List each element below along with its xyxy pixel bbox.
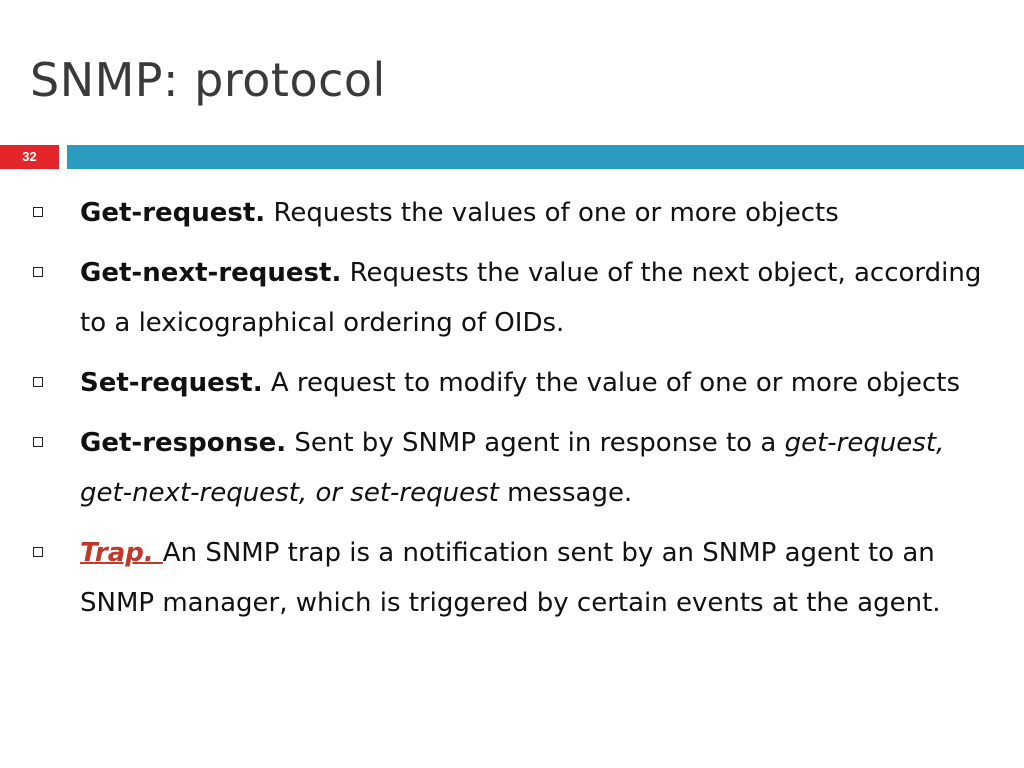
bullet-item-set-request (0, 358, 1024, 408)
bullet-text: Requests the value of the next object, according to a lexicographical ordering of OIDs. (80, 258, 982, 338)
bullet-list (0, 188, 1024, 638)
title-rule-bar (67, 145, 1024, 169)
bullet-italic-text: get-request, get-next-request, or set-request (80, 428, 945, 508)
bullet-text: Sent by SNMP agent in response to a (286, 428, 785, 458)
square-bullet-icon (33, 207, 43, 217)
slide-title: SNMP: protocol (30, 53, 386, 107)
bullet-text: Requests the values of one or more objects (265, 198, 839, 228)
bullet-term-trap: Trap. (80, 538, 163, 568)
bullet-text: An SNMP trap is a notification sent by an SNMP agent to an SNMP manager, which is triggered by certain events at the agent. (80, 538, 941, 618)
bullet-item-get-request (0, 188, 1024, 238)
square-bullet-icon (33, 437, 43, 447)
bullet-item-trap (0, 528, 1024, 628)
bullet-term: Set-request. (80, 368, 263, 398)
square-bullet-icon (33, 547, 43, 557)
bullet-term: Get-next-request. (80, 258, 342, 288)
bullet-term: Get-request. (80, 198, 266, 228)
square-bullet-icon (33, 267, 43, 277)
bullet-item-get-next-request (0, 248, 1024, 348)
slide-number-badge: 32 (0, 145, 59, 169)
bullet-item-get-response (0, 418, 1024, 518)
bullet-text: A request to modify the value of one or more objects (262, 368, 960, 398)
bullet-term: Get-response. (80, 428, 287, 458)
square-bullet-icon (33, 377, 43, 387)
bullet-text-after: message. (498, 478, 633, 508)
